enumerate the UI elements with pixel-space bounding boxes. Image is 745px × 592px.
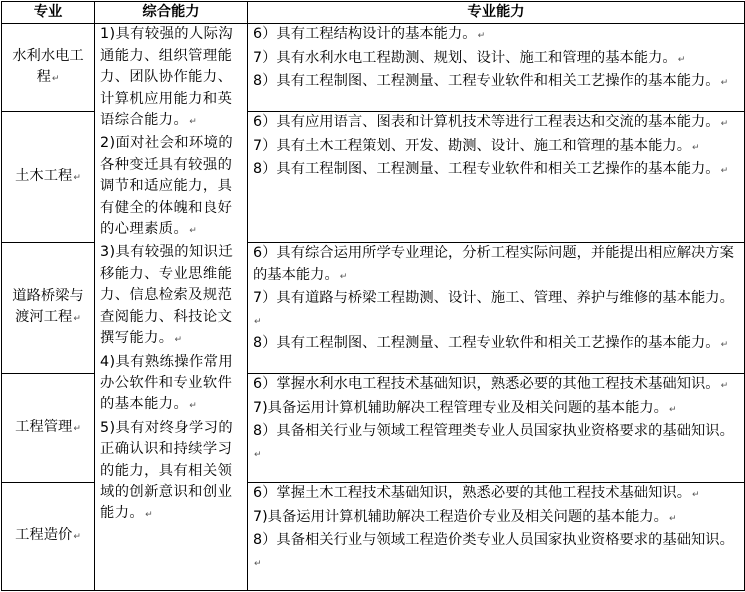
professional-abilities-cell	[248, 483, 745, 591]
ability-table	[1, 1, 745, 591]
ability-item: 6）具有工程结构设计的基本能力。 ↵	[253, 24, 740, 47]
ability-item: 7）具有土木工程策划、开发、勘测、设计、施工和管理的基本能力。 ↵	[253, 136, 740, 159]
ability-item: 6）具有综合运用所学专业理论，分析工程实际问题，并能提出相应解决方案的基本能力。 ↵	[253, 243, 740, 288]
ability-item: 8）具备相关行业与领域工程造价类专业人员国家执业资格要求的基础知识。 ↵	[253, 530, 740, 575]
ability-item: 7)具备运用计算机辅助解决工程造价专业及相关问题的基本能力。 ↵	[253, 507, 740, 530]
major-name: 工程管理 ↵	[15, 419, 81, 435]
comprehensive-item: 2)面对社会和环境的各种变迁具有较强的调节和适应能力，具有健全的体魄和良好的心理素质。 ↵	[100, 133, 243, 242]
comprehensive-item: 4)具有熟练操作常用办公软件和专业软件的基本能力。 ↵	[100, 352, 243, 418]
professional-abilities-cell	[248, 112, 745, 243]
major-name: 工程造价 ↵	[15, 527, 81, 543]
professional-abilities-cell	[248, 374, 745, 483]
header-comprehensive: 综合能力	[95, 2, 248, 24]
header-row	[2, 2, 745, 24]
professional-abilities-cell	[248, 24, 745, 112]
major-name: 土木工程 ↵	[15, 168, 81, 184]
ability-item: 7）具有水利水电工程勘测、规划、设计、施工和管理的基本能力。 ↵	[253, 48, 740, 71]
ability-item: 6）具有应用语言、图表和计算机技术等进行工程表达和交流的基本能力。 ↵	[253, 112, 740, 135]
major-name-cell	[2, 24, 95, 112]
comprehensive-item: 1)具有较强的人际沟通能力、组织管理能力、团队协作能力、计算机应用能力和英语综合能力。 ↵	[100, 24, 243, 133]
ability-item: 6）掌握土木工程技术基础知识，熟悉必要的其他工程技术基础知识。 ↵	[253, 483, 740, 506]
comprehensive-item: 3)具有较强的知识迁移能力、专业思维能力、信息检索及规范查阅能力、科技论文撰写能力。 ↵	[100, 242, 243, 351]
ability-item: 8）具备相关行业与领域工程管理类专业人员国家执业资格要求的基础知识。 ↵	[253, 421, 740, 466]
major-name: 水利水电工程 ↵	[12, 48, 83, 85]
header-professional: 专业能力	[248, 2, 745, 24]
major-name-cell	[2, 243, 95, 374]
ability-item: 7）具有道路与桥梁工程勘测、设计、施工、管理、养护与维修的基本能力。 ↵	[253, 288, 740, 333]
major-name: 道路桥梁与渡河工程 ↵	[12, 288, 83, 325]
ability-item: 8）具有工程制图、工程测量、工程专业软件和相关工艺操作的基本能力。 ↵	[253, 71, 740, 94]
ability-item: 8）具有工程制图、工程测量、工程专业软件和相关工艺操作的基本能力。 ↵	[253, 159, 740, 182]
professional-abilities-cell	[248, 243, 745, 374]
ability-item: 8）具有工程制图、工程测量、工程专业软件和相关工艺操作的基本能力。 ↵	[253, 333, 740, 356]
major-name-cell	[2, 483, 95, 591]
ability-item: 7)具备运用计算机辅助解决工程管理专业及相关问题的基本能力。 ↵	[253, 398, 740, 421]
major-name-cell	[2, 112, 95, 243]
comprehensive-item: 5)具有对终身学习的正确认识和持续学习的能力，具有相关领域的创新意识和创业能力。 ↵	[100, 418, 243, 527]
comprehensive-abilities-cell	[95, 24, 248, 591]
header-major: 专业	[2, 2, 95, 24]
ability-item: 6）掌握水利水电工程技术基础知识，熟悉必要的其他工程技术基础知识。 ↵	[253, 374, 740, 397]
major-name-cell	[2, 374, 95, 483]
table-row	[2, 24, 745, 112]
